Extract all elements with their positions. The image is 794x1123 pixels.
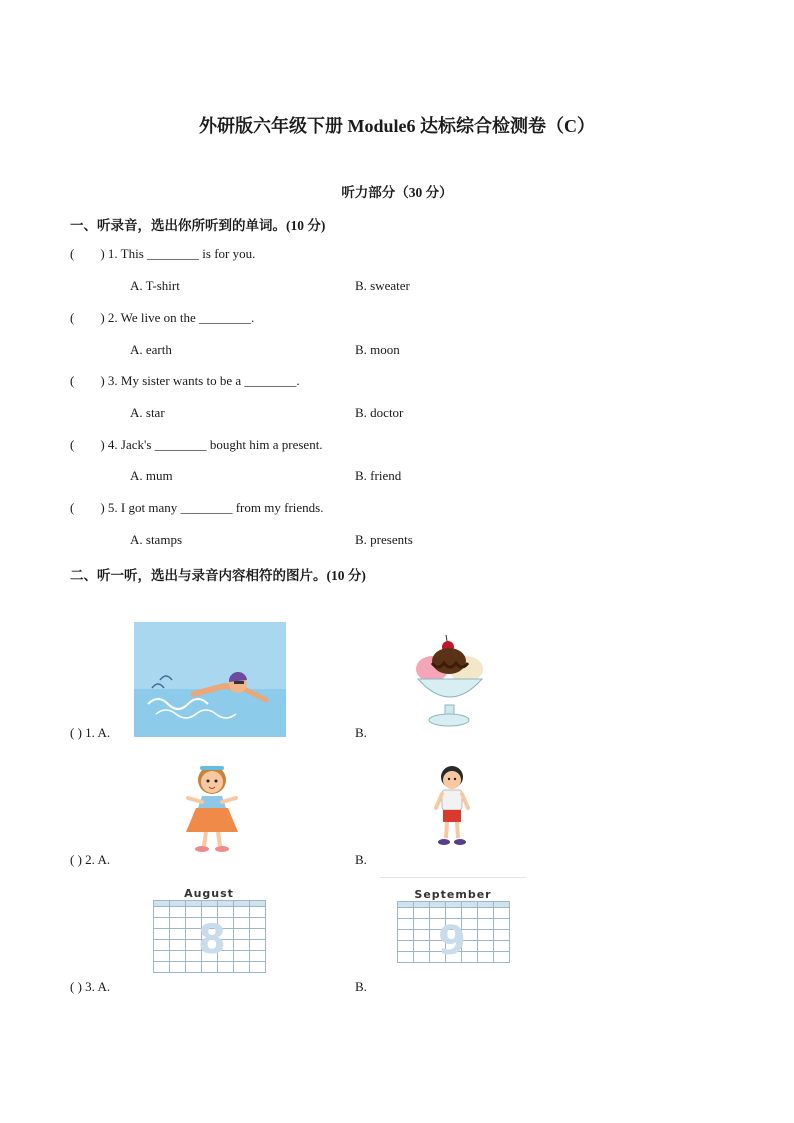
august-big-number: 8 [198,917,226,963]
september-month-name: September [414,888,492,901]
picture-question-1-b-label: B. [355,725,367,740]
question-5-option-a: A. stamps [130,532,182,547]
swimmer-icon [134,622,286,737]
picture-question-3-a-label: ( ) 3. A. [70,979,111,994]
page-title: 外研版六年级下册 Module6 达标综合检测卷（C） [199,116,595,136]
boy-image [432,762,472,848]
girl-image [178,758,248,856]
section1-heading: 一、听录音，选出你所听到的单词。(10 分) [70,218,326,233]
september-big-number: 9 [438,918,466,964]
question-2-option-a: A. earth [130,342,172,357]
swimming-boy-image [134,622,286,737]
august-calendar-image [146,887,272,981]
picture-question-2-b-label: B. [355,852,367,867]
listening-part-heading: 听力部分（30 分） [341,185,453,200]
question-4-stem: ( ) 4. Jack's ________ bought him a present. [70,437,323,452]
question-1-option-a: A. T-shirt [130,278,180,293]
ice-cream-sundae-image [410,627,490,729]
section2-heading: 二、听一听，选出与录音内容相符的图片。(10 分) [70,568,366,583]
august-month-name: August [184,887,234,900]
question-4-option-b: B. friend [355,468,402,483]
picture-question-1-a-label: ( ) 1. A. [70,725,111,740]
question-3-stem: ( ) 3. My sister wants to be a ________. [70,373,300,388]
picture-question-2-a-label: ( ) 2. A. [70,852,111,867]
question-1-stem: ( ) 1. This ________ is for you. [70,246,256,261]
september-calendar-image [380,877,526,982]
question-5-stem: ( ) 5. I got many ________ from my friends. [70,500,324,515]
question-2-option-b: B. moon [355,342,400,357]
question-1-option-b: B. sweater [355,278,410,293]
question-3-option-a: A. star [130,405,165,420]
picture-question-3-b-label: B. [355,979,367,994]
question-5-option-b: B. presents [355,532,413,547]
question-4-option-a: A. mum [130,468,173,483]
question-2-stem: ( ) 2. We live on the ________. [70,310,255,325]
question-3-option-b: B. doctor [355,405,404,420]
